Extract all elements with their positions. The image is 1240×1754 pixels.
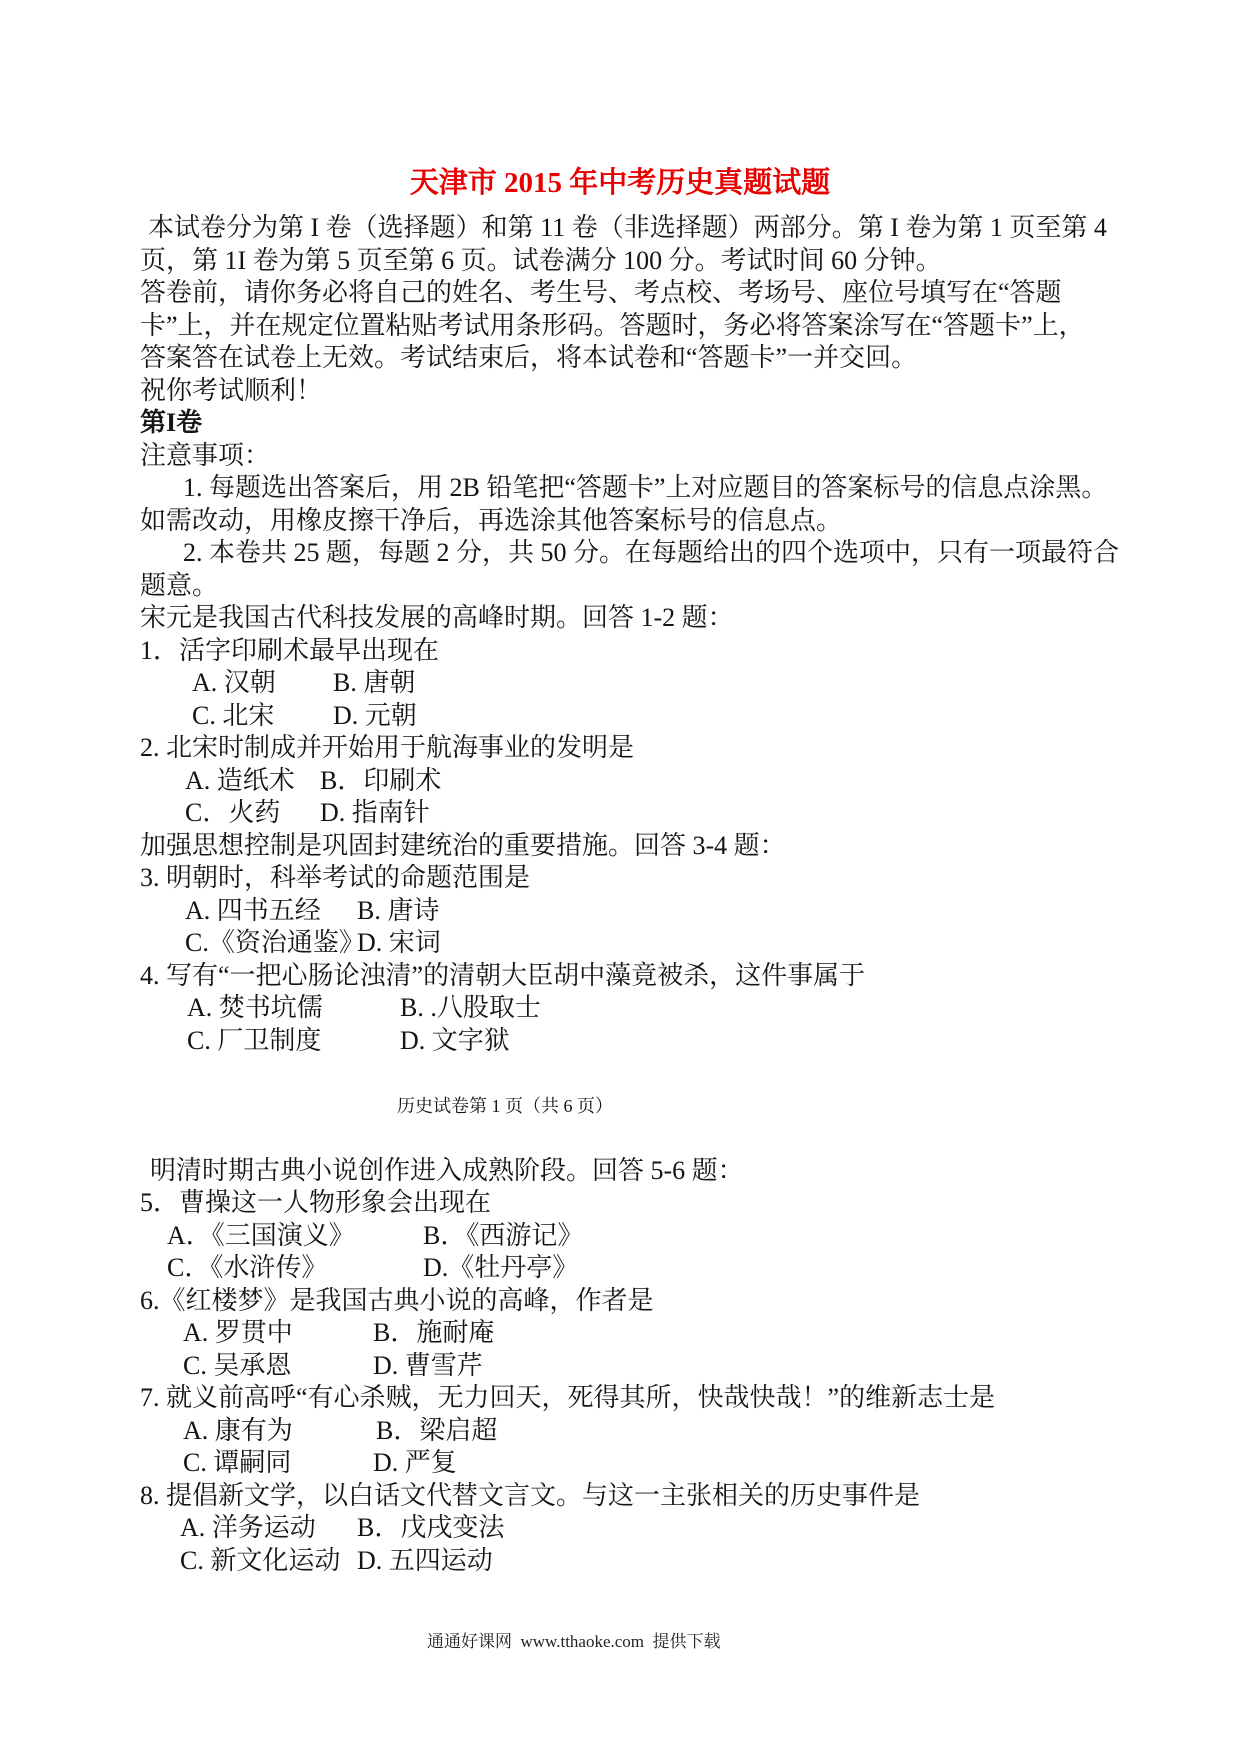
text-line: 4. 写有“一把心肠论浊清”的清朝大臣胡中藻竟被杀，这件事属于 [140,960,866,990]
text-line: 明清时期古典小说创作进入成熟阶段。回答 5-6 题： [150,1155,744,1185]
option-a: C.《资治通鉴》 [185,928,365,957]
option-row [140,1025,1110,1058]
text-line: 祝你考试顺利！ [140,375,323,405]
option-b: D. 严复 [373,1448,457,1477]
option-row [140,1317,1110,1350]
option-a: C. 谭嗣同 [183,1448,292,1477]
option-row [140,1415,1110,1448]
text-line: 页，第 1I 卷为第 5 页至第 6 页。试卷满分 100 分。考试时间 60 分钟。 [140,245,942,275]
option-b: D. 指南针 [320,798,430,827]
page-title: 天津市 2015 年中考历史真题试题 [409,167,831,199]
blank-line [140,1122,1110,1155]
option-b: B. 唐朝 [333,668,416,697]
text-line: 1. 每题选出答案后，用 2B 铅笔把“答题卡”上对应题目的答案标号的信息点涂黑。 [183,473,1108,502]
option-row [140,765,1110,798]
option-row [140,1350,1110,1383]
option-b: B．梁启超 [376,1415,498,1445]
option-b: B. .八股取士 [400,993,541,1022]
site-footer: 通通好课网 www.tthaoke.com 提供下载 [427,1632,721,1651]
option-a: C．火药 [185,798,281,827]
document-body [140,212,1120,1577]
option-a: A. 焚书坑儒 [187,993,323,1022]
option-a: C. 厂卫制度 [187,1025,322,1055]
text-line: 本试卷分为第 I 卷（选择题）和第 11 卷（非选择题）两部分。第 I 卷为第 1 页至第 4 [148,213,1107,242]
blank-line [140,1057,1110,1090]
option-row [140,895,1110,928]
option-row [140,797,1110,830]
option-a: A. 四书五经 [185,895,321,925]
option-row [140,992,1110,1025]
text-line: 宋元是我国古代科技发展的高峰时期。回答 1-2 题： [140,603,734,632]
text-line: 8. 提倡新文学，以白话文代替文言文。与这一主张相关的历史事件是 [140,1480,921,1510]
text-line: 题意。 [140,570,219,600]
text-line: 第I卷 [140,408,203,437]
option-a: A. 洋务运动 [180,1513,316,1542]
option-row [140,700,1110,733]
option-b: D. 曹雪芹 [373,1350,483,1380]
option-b: B．戊戌变法 [357,1513,505,1542]
option-a: C．《水浒传》 [167,1253,328,1282]
text-line: 5．曹操这一人物形象会出现在 [140,1188,492,1217]
option-b: D. 宋词 [357,928,441,957]
text-line: 加强思想控制是巩固封建统治的重要措施。回答 3-4 题： [140,830,786,860]
option-a: A．《三国演义》 [167,1220,355,1250]
option-row [140,1545,1110,1578]
text-line: 如需改动，用橡皮擦干净后，再选涂其他答案标号的信息点。 [140,505,843,535]
text-line: 2. 北宋时制成并开始用于航海事业的发明是 [140,733,635,762]
option-a: C. 吴承恩 [183,1350,292,1380]
option-b: B．施耐庵 [373,1318,495,1347]
option-row [140,667,1110,700]
option-row [140,1512,1110,1545]
option-a: A. 康有为 [183,1415,293,1445]
option-a: A. 造纸术 [185,765,295,795]
option-a: C. 新文化运动 [180,1545,341,1575]
option-row [140,1220,1110,1253]
text-line: 答案答在试卷上无效。考试结束后，将本试卷和“答题卡”一并交回。 [140,343,918,372]
text-line: 7. 就义前高呼“有心杀贼，无力回天，死得其所，快哉快哉！”的维新志士是 [140,1383,996,1412]
option-b: B．印刷术 [320,765,442,795]
text-line: 卡”上，并在规定位置粘贴考试用条形码。答题时，务必将答案涂写在“答题卡”上， [140,310,1085,340]
option-row [140,927,1110,960]
text-line: 1．活字印刷术最早出现在 [140,635,440,665]
option-a: C. 北宋 [192,700,275,730]
option-b: D.《牡丹亭》 [423,1253,579,1282]
option-row [140,1252,1110,1285]
text-line: 答卷前，请你务必将自己的姓名、考生号、考点校、考场号、座位号填写在“答题 [140,278,1062,307]
text-line: 3. 明朝时，科举考试的命题范围是 [140,863,531,892]
option-b: B. 唐诗 [357,895,440,925]
text-line: 注意事项： [140,440,271,470]
option-a: A. 汉朝 [192,668,276,697]
text-line: 2. 本卷共 25 题，每题 2 分，共 50 分。在每题给出的四个选项中，只有一项最符合 [183,538,1120,567]
option-b: D. 元朝 [333,700,417,730]
option-b: D. 文字狱 [400,1025,510,1055]
option-a: A. 罗贯中 [183,1318,293,1347]
page-number-line: 历史试卷第 1 页（共 6 页） [397,1095,613,1116]
option-row [140,1447,1110,1480]
text-line: 6.《红楼梦》是我国古典小说的高峰，作者是 [140,1285,654,1315]
option-b: D. 五四运动 [357,1545,493,1575]
option-b: B．《西游记》 [423,1220,584,1250]
